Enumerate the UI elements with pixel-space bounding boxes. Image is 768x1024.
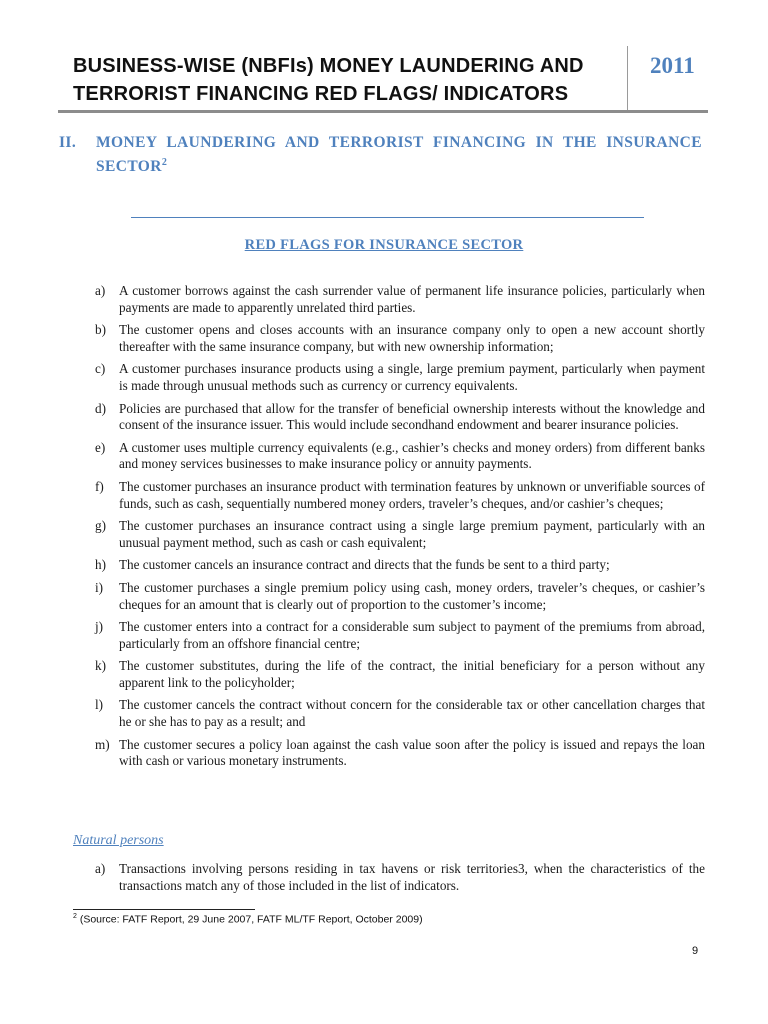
list-item [95, 697, 705, 730]
header-rule [58, 110, 708, 113]
natural-persons-list [95, 861, 705, 900]
list-item-text: The customer purchases an insurance contract using a single large premium payment, particularly with an unusual payment method, such as cash or cash equivalent; [119, 518, 705, 550]
list-item-label: j) [95, 619, 104, 635]
list-item-text: Transactions involving persons residing in tax havens or risk territories3, when the characteristics of the transactions match any of those included in the list of indicators. [119, 861, 705, 893]
document-title-line-2: TERRORIST FINANCING RED FLAGS/ INDICATORS [73, 83, 569, 105]
document-title [73, 52, 633, 108]
list-item-text: The customer enters into a contract for a considerable sum subject to payment of the premiums from abroad, particularly from an offshore financial centre; [119, 619, 705, 651]
list-item-label: m) [95, 736, 110, 752]
list-item-label: g) [95, 518, 106, 534]
list-item [95, 401, 705, 434]
red-flags-list [95, 283, 705, 776]
header-divider [627, 46, 628, 110]
page-number: 9 [692, 945, 699, 957]
list-item [95, 283, 705, 316]
list-item [95, 861, 705, 894]
list-item [95, 737, 705, 770]
list-item-text: The customer secures a policy loan against the cash value soon after the policy is issued and repays the loan with cash or various monetary instruments. [119, 736, 705, 769]
list-item-label: d) [95, 400, 106, 416]
document-title-line-1: BUSINESS-WISE (NBFIs) MONEY LAUNDERING AND [73, 55, 584, 77]
list-item [95, 619, 705, 652]
list-item [95, 658, 705, 691]
list-item-label: h) [95, 557, 106, 573]
list-item-text: Policies are purchased that allow for the transfer of beneficial ownership interests without the knowledge and consent of the insurance issuer. This would include secondhand endowment and bearer insurance policies. [119, 400, 705, 433]
section-title [96, 131, 702, 179]
list-item [95, 580, 705, 613]
list-item-text: The customer opens and closes accounts with an insurance company only to open a new account shortly thereafter with the same insurance company, but with new ownership information; [119, 322, 705, 354]
footnote-marker: 2 [73, 913, 77, 920]
list-item [95, 440, 705, 473]
list-item [95, 557, 705, 574]
list-item [95, 361, 705, 394]
list-item-label: a) [95, 283, 106, 298]
red-flags-heading: RED FLAGS FOR INSURANCE SECTOR [244, 237, 524, 253]
list-item-label: k) [95, 658, 106, 674]
list-item-label: a) [95, 861, 106, 876]
page-header [0, 0, 768, 116]
list-item-text: The customer purchases an insurance product with termination features by unknown or unverifiable sources of funds, such as cash, sequentially numbered money orders, traveler’s cheques, and/or cashier’s cheques; [119, 478, 705, 511]
list-item-text: A customer borrows against the cash surrender value of permanent life insurance policies, particularly when payments are made to apparently unrelated third parties. [119, 283, 705, 315]
section-footnote-ref: 2 [161, 156, 168, 168]
list-item-label: f) [95, 478, 104, 494]
section-divider [131, 217, 644, 218]
natural-persons-heading: Natural persons [73, 833, 164, 848]
list-item-label: l) [95, 697, 104, 713]
list-item-text: The customer purchases a single premium policy using cash, money orders, traveler’s cheques, or cashier’s cheques for an amount that is clearly out of proportion to the customer’s income; [119, 579, 705, 612]
list-item-text: The customer cancels an insurance contract and directs that the funds be sent to a third party; [119, 557, 610, 573]
list-item [95, 322, 705, 355]
list-item-label: c) [95, 361, 106, 377]
section-number: II. [59, 134, 77, 151]
footnote-divider [73, 909, 255, 910]
list-item-text: The customer substitutes, during the life of the contract, the initial beneficiary for a person without any apparent link to the policyholder; [119, 658, 705, 690]
footnote [73, 913, 423, 926]
list-item [95, 518, 705, 551]
list-item-label: i) [95, 579, 104, 595]
list-item [95, 479, 705, 512]
document-year: 2011 [650, 53, 695, 78]
footnote-text: (Source: FATF Report, 29 June 2007, FATF ML/TF Report, October 2009) [79, 913, 423, 926]
list-item-text: The customer cancels the contract without concern for the considerable tax or other cancellation charges that he or she has to pay as a result; and [119, 697, 705, 730]
list-item-text: A customer uses multiple currency equivalents (e.g., cashier’s checks and money orders) from different banks and money services businesses to make insurance policy or annuity payments. [119, 439, 705, 472]
section-title-text: MONEY LAUNDERING AND TERRORIST FINANCING IN THE INSURANCE SECTOR [96, 134, 702, 175]
list-item-text: A customer purchases insurance products using a single, large premium payment, particularly when payment is made through unusual methods such as currency or currency equivalents. [119, 361, 705, 393]
list-item-label: e) [95, 439, 106, 455]
list-item-label: b) [95, 322, 106, 338]
